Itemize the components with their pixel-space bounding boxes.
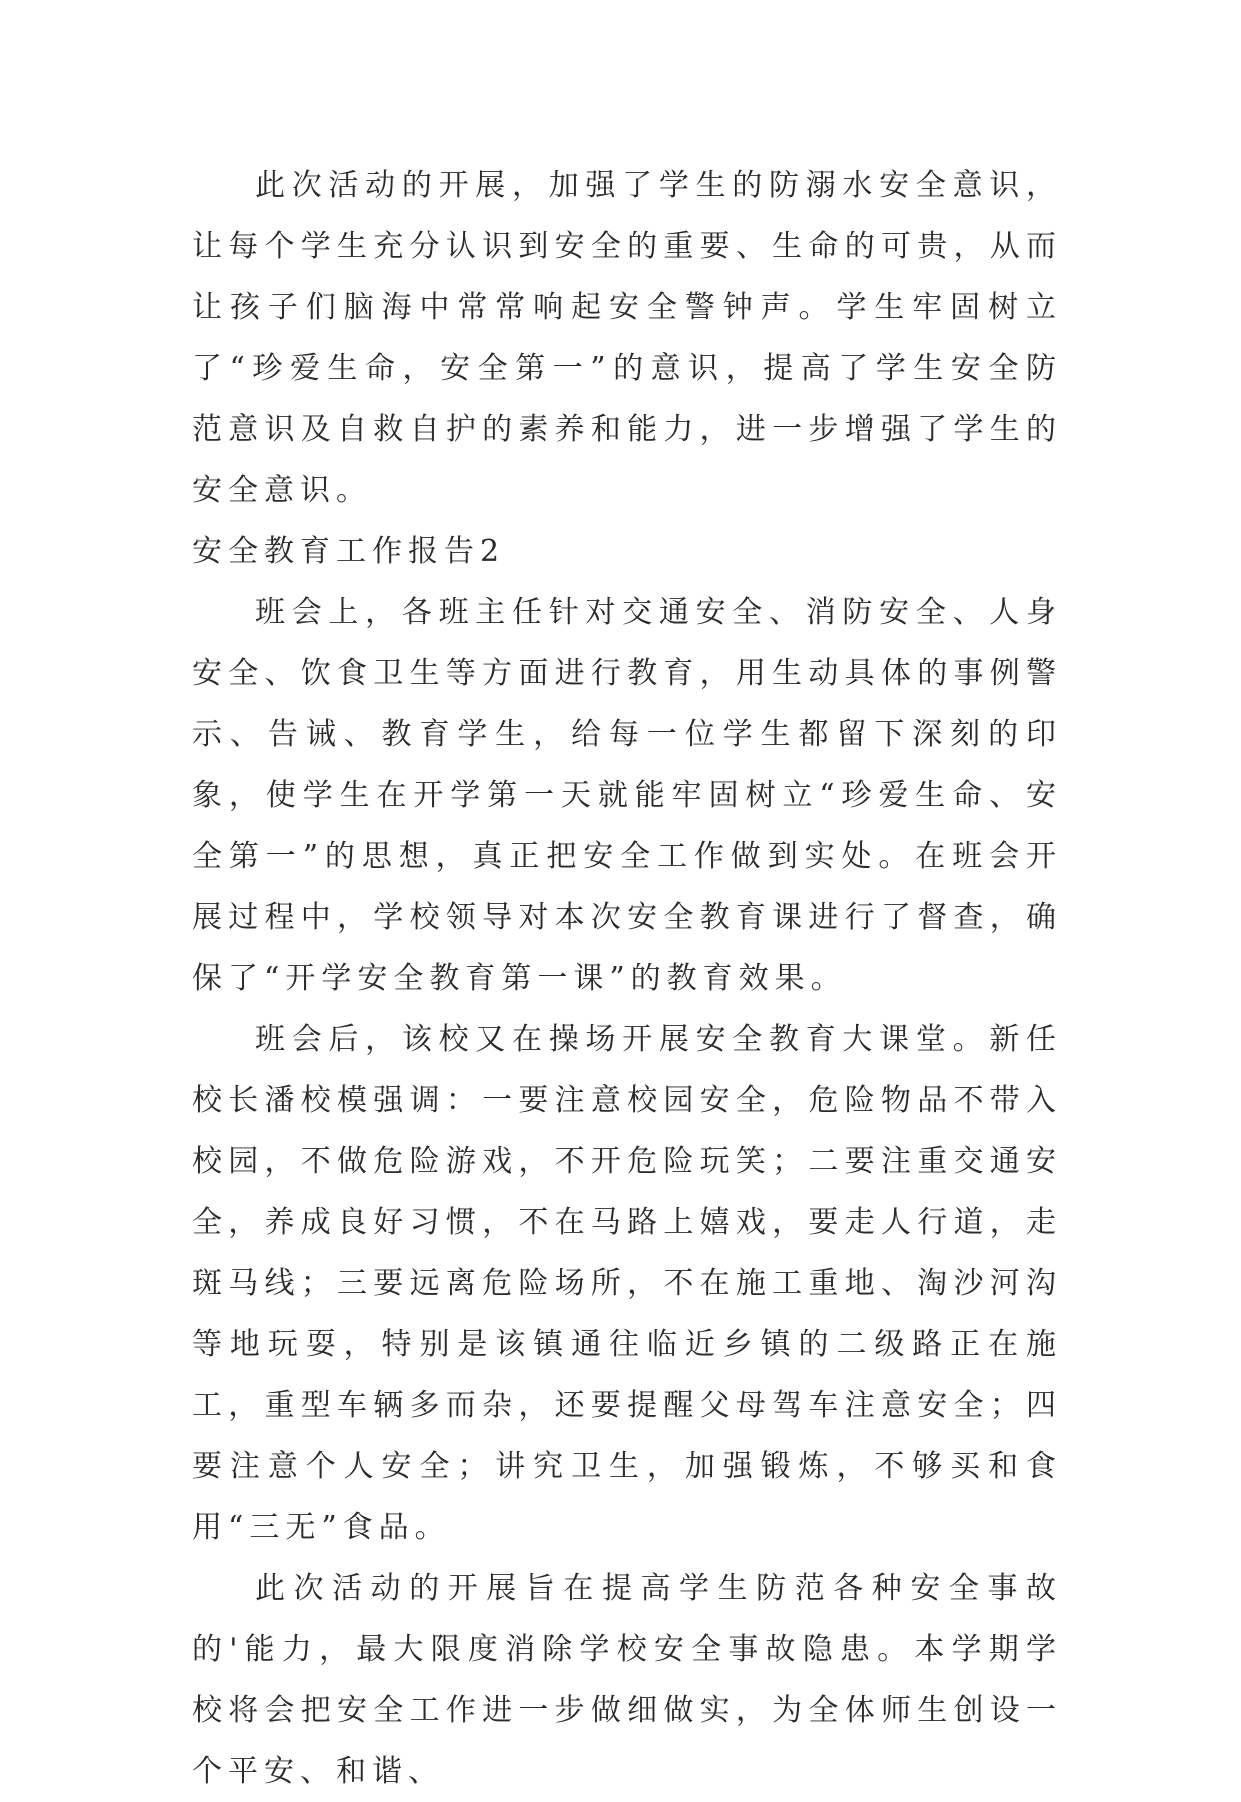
document-body [192, 155, 1062, 1802]
paragraph-class-meeting: 班会上，各班主任针对交通安全、消防安全、人身安全、饮食卫生等方面进行教育，用生动具体的事例警示、告诫、教育学生，给每一位学生都留下深刻的印象，使学生在开学第一天就能牢固树立“珍爱生命、安全第一”的思想，真正把安全工作做到实处。在班会开展过程中，学校领导对本次安全教育课进行了督查，确保了“开学安全教育第一课”的教育效果。 [192, 595, 1062, 996]
section-heading: 安全教育工作报告2 [192, 534, 506, 569]
paragraph-drowning-safety: 此次活动的开展，加强了学生的防溺水安全意识，让每个学生充分认识到安全的重要、生命的可贵，从而让孩子们脑海中常常响起安全警钟声。学生牢固树立了“珍爱生命，安全第一”的意识，提高了学生安全防范意识及自救自护的素养和能力，进一步增强了学生的安全意识。 [192, 168, 1062, 508]
paragraph-after-meeting: 班会后，该校又在操场开展安全教育大课堂。新任校长潘校模强调：一要注意校园安全，危险物品不带入校园，不做危险游戏，不开危险玩笑；二要注重交通安全，养成良好习惯，不在马路上嬉戏，要走人行道，走斑马线；三要远离危险场所，不在施工重地、淘沙河沟等地玩耍，特别是该镇通往临近乡镇的二级路正在施工，重型车辆多而杂，还要提醒父母驾车注意安全；四要注意个人安全；讲究卫生，加强锻炼，不够买和食用“三无”食品。 [192, 1022, 1062, 1545]
paragraph-activity-purpose: 此次活动的开展旨在提高学生防范各种安全事故的'能力，最大限度消除学校安全事故隐患。本学期学校将会把安全工作进一步做细做实，为全体师生创设一个平安、和谐、 [192, 1571, 1062, 1789]
